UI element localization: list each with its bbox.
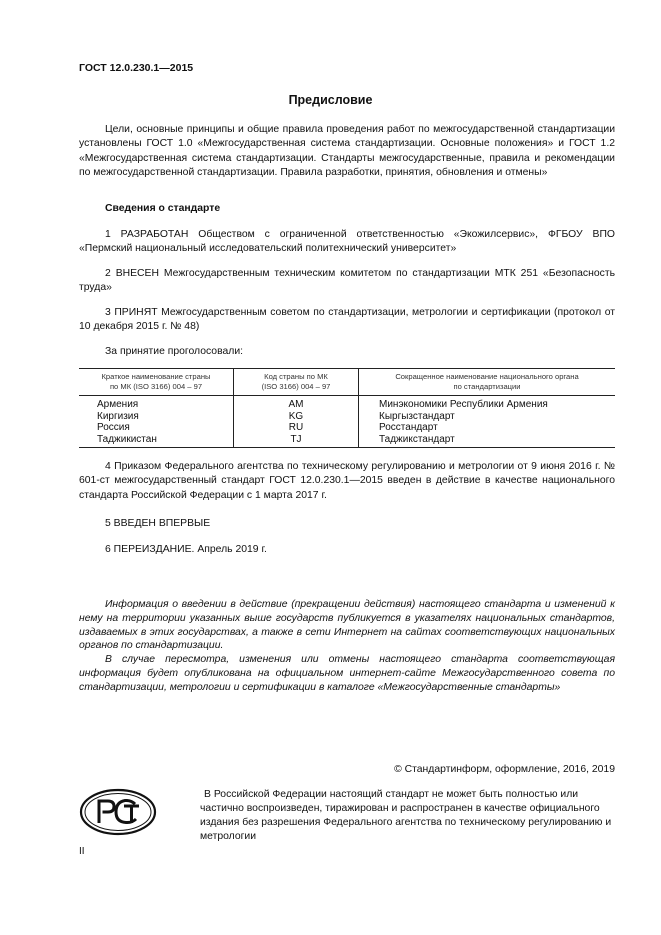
table-row [79,422,615,434]
country-cell: Киргизия [97,410,139,422]
item-3-text: 3 ПРИНЯТ Межгосударственным советом по стандартизации, метрологии и сертификации (протокол от 10 декабря 2015 г. № 48) [79,307,615,333]
item-2-text: 2 ВНЕСЕН Межгосударственным техническим комитетом по стандартизации МТК 251 «Безопасность труда» [79,268,615,294]
table-row [79,396,615,411]
rst-logo-icon [79,787,157,837]
code-cell: RU [234,422,359,434]
country-cell: Россия [97,422,130,433]
item-4-text: 4 Приказом Федерального агентства по техническому регулированию и метрологии от 9 июня 2016 г. № 601-ст межгосударственный стандарт ГОСТ 12.0.230.1—2015 введен в действие в качестве национального стандарта Российской Федерации с 1 марта 2017 г. [79,461,615,501]
item-2 [79,267,615,296]
table-header-row [79,369,615,396]
intro-paragraph [79,123,615,181]
country-cell: Армения [97,399,139,410]
item-5-text: 5 ВВЕДЕН ВПЕРВЫЕ [105,518,211,529]
copyright-line: © Стандартинформ, оформление, 2016, 2019 [394,764,615,775]
body-cell: Кыргызстандарт [359,411,616,423]
page-title: Предисловие [288,93,373,107]
item-6 [79,543,615,557]
rst-logo [79,787,157,837]
body-cell: Таджикстандарт [359,434,616,448]
voted-label [79,345,615,359]
table-row [79,434,615,448]
code-cell: AM [234,396,359,411]
item-1-text: 1 РАЗРАБОТАН Обществом с ограниченной ответственностью «Экожилсервис», ФГБОУ ВПО «Пермский национальный исследовательский политехнический университет» [79,229,615,255]
reproduction-notice [200,788,616,844]
document-code-header: ГОСТ 12.0.230.1—2015 [79,62,194,74]
table-row [79,411,615,423]
intro-text: Цели, основные принципы и общие правила проведения работ по межгосударственной стандартизации установлены ГОСТ 1.0 «Межгосударственная система стандартизации. Основные положения» и ГОСТ 1.2 «Межгосударственная система стандартизации. Стандарты межгосударственные, правила и рекомендации по межгосударственной стандартизации. Правила разработки, принятия, обновления и отмены» [79,124,615,179]
item-6-text: 6 ПЕРЕИЗДАНИЕ. Апрель 2019 г. [105,544,267,555]
item-3 [79,306,615,335]
column-header-country: Краткое наименование страны по МК (ISO 3166) 004 – 97 [79,369,234,396]
voting-table [79,368,615,448]
info-paragraph-1 [79,598,615,653]
voted-label-text: За принятие проголосовали: [105,346,244,357]
section-heading [79,202,379,216]
info-paragraph-2-text: В случае пересмотра, изменения или отмены настоящего стандарта соответствующая информация будет опубликована на официальном интернет-сайте Межгосударственного совета по стандартизации, метрологии и сертификации в каталоге «Межгосударственные стандарты» [79,654,615,693]
item-1 [79,228,615,257]
country-cell: Таджикистан [79,434,234,448]
code-cell: TJ [234,434,359,448]
column-header-code: Код страны по МК (ISO 3166) 004 – 97 [234,369,359,396]
info-paragraph-1-text: Информация о введении в действие (прекращении действия) настоящего стандарта и изменений к нему на территории указанных выше государств публикуется в указателях национальных стандартов, издаваемых в этих государствах, а также в сети Интернет на сайтах соответствующих национальных органов по стандартизации. [79,599,615,652]
reproduction-notice-text: В Российской Федерации настоящий стандарт не может быть полностью или частично воспроизведен, тиражирован и распространен в качестве официального издания без разрешения Федерального агентства по техническому регулированию и метрологии [200,789,612,842]
column-header-body: Сокращенное наименование национального органа по стандартизации [359,369,616,396]
body-cell: Минэкономики Республики Армения [359,396,616,411]
page-number: II [79,846,85,857]
code-cell: KG [234,411,359,423]
item-5 [79,517,615,531]
body-cell: Росстандарт [359,422,616,434]
info-paragraph-2 [79,653,615,694]
section-heading-text: Сведения о стандарте [105,203,221,214]
item-4 [79,460,615,503]
